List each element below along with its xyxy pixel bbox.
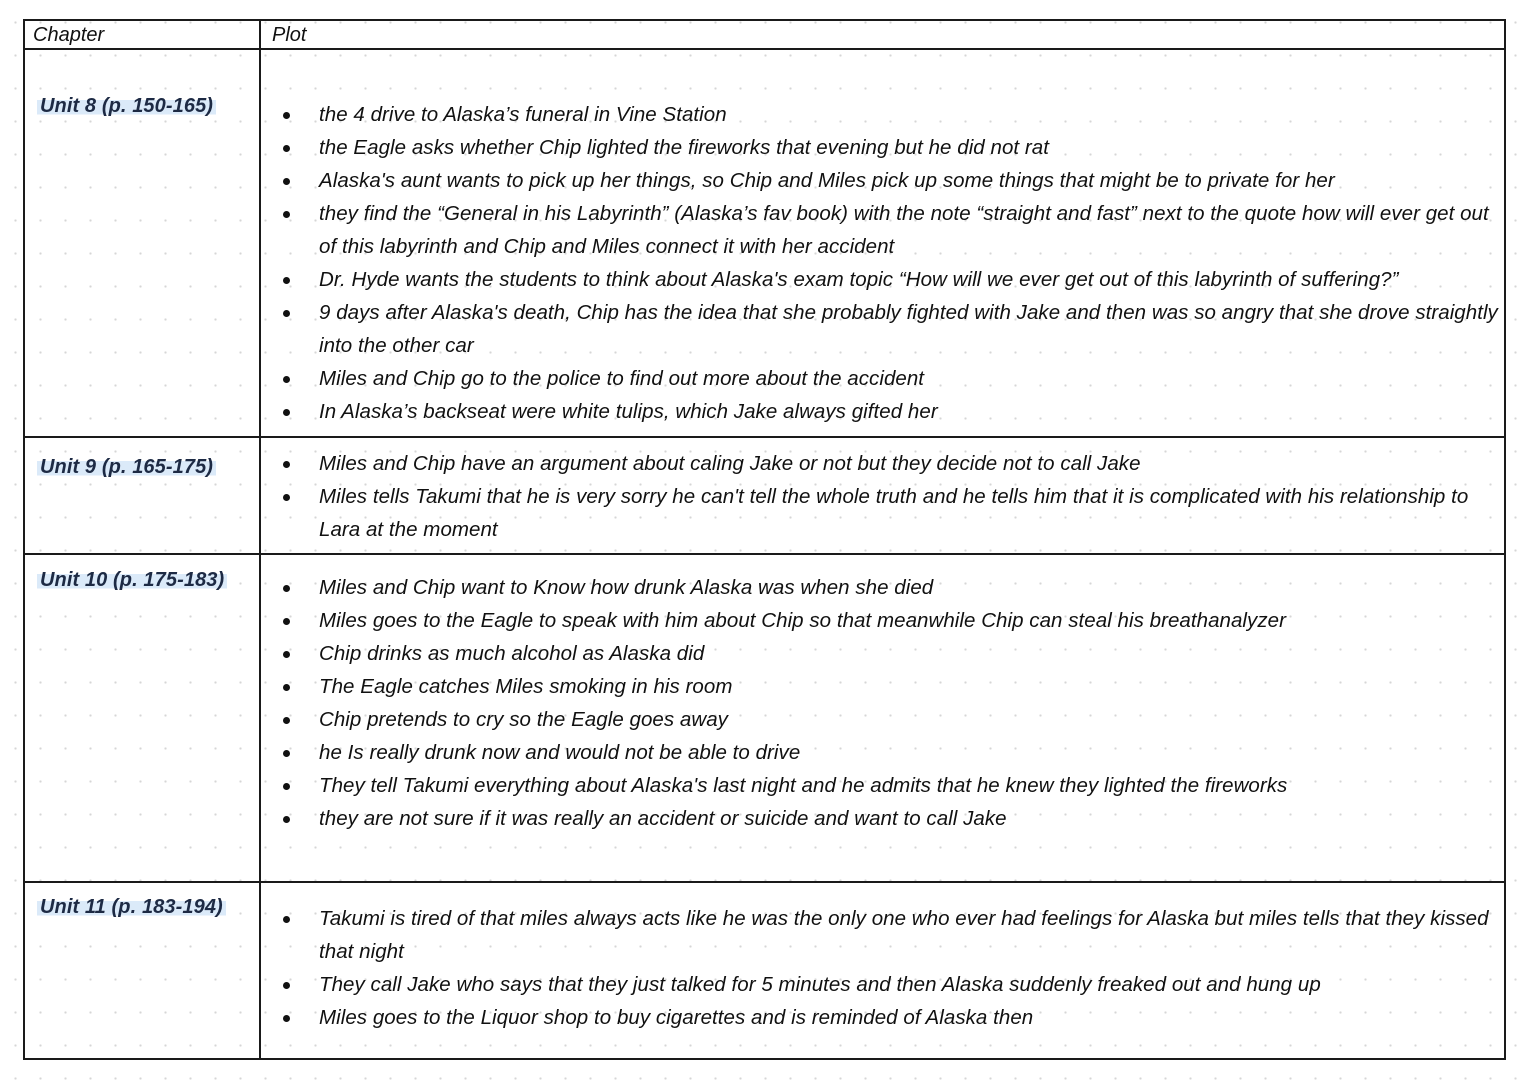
list-item-text: 9 days after Alaska's death, Chip has the idea that she probably fighted with Jake and then was so angry that she drove straightly into the other car xyxy=(319,301,1498,357)
plot-list xyxy=(261,571,1498,835)
bullet-icon xyxy=(283,131,291,164)
list-item-text: Miles goes to the Eagle to speak with him about Chip so that meanwhile Chip can steal his breathanalyzer xyxy=(319,609,1286,632)
plot-cell-unit-11 xyxy=(261,883,1504,1058)
bullet-icon xyxy=(283,362,291,395)
header-chapter: Chapter xyxy=(25,21,261,50)
list-item xyxy=(261,968,1498,1001)
plot-list xyxy=(261,902,1498,1034)
bullet-icon xyxy=(283,703,291,736)
plot-summary-table xyxy=(23,19,1506,1060)
list-item-text: Takumi is tired of that miles always acts like he was the only one who ever had feelings for Alaska but miles tells that they kissed that night xyxy=(319,907,1489,963)
bullet-icon xyxy=(283,604,291,637)
list-item xyxy=(261,703,1498,736)
list-item xyxy=(261,637,1498,670)
plot-cell-unit-9 xyxy=(261,438,1504,555)
list-item xyxy=(261,802,1498,835)
bullet-icon xyxy=(283,480,291,513)
bullet-icon xyxy=(283,968,291,1001)
list-item-text: The Eagle catches Miles smoking in his room xyxy=(319,675,733,698)
list-item-text: Dr. Hyde wants the students to think about Alaska's exam topic “How will we ever get out of this labyrinth of suffering?” xyxy=(319,268,1399,291)
chapter-label: Unit 9 (p. 165-175) xyxy=(37,456,216,479)
list-item xyxy=(261,902,1498,968)
list-item-text: Chip pretends to cry so the Eagle goes away xyxy=(319,708,728,731)
bullet-icon xyxy=(283,736,291,769)
bullet-icon xyxy=(283,571,291,604)
list-item xyxy=(261,480,1498,546)
plot-cell-unit-10 xyxy=(261,555,1504,883)
plot-list xyxy=(261,447,1498,546)
chapter-label: Unit 11 (p. 183-194) xyxy=(37,896,226,919)
list-item xyxy=(261,98,1498,131)
list-item xyxy=(261,197,1498,263)
list-item xyxy=(261,670,1498,703)
table-grid xyxy=(25,21,1504,1058)
bullet-icon xyxy=(283,395,291,428)
list-item xyxy=(261,1001,1498,1034)
bullet-icon xyxy=(283,98,291,131)
bullet-icon xyxy=(283,802,291,835)
bullet-icon xyxy=(283,296,291,329)
plot-cell-unit-8 xyxy=(261,50,1504,438)
list-item xyxy=(261,571,1498,604)
list-item-text: Miles and Chip go to the police to find out more about the accident xyxy=(319,367,925,390)
list-item xyxy=(261,131,1498,164)
list-item-text: they find the “General in his Labyrinth” (Alaska’s fav book) with the note “straight and fast” next to the quote how will ever get out of this labyrinth and Chip and Miles connect it with her accident xyxy=(319,202,1489,258)
chapter-label: Unit 8 (p. 150-165) xyxy=(37,95,216,118)
list-item xyxy=(261,395,1498,428)
list-item xyxy=(261,362,1498,395)
list-item-text: Miles goes to the Liquor shop to buy cigarettes and is reminded of Alaska then xyxy=(319,1006,1034,1029)
list-item-text: They call Jake who says that they just talked for 5 minutes and then Alaska suddenly freaked out and hung up xyxy=(319,973,1321,996)
list-item xyxy=(261,736,1498,769)
list-item-text: he Is really drunk now and would not be able to drive xyxy=(319,741,801,764)
bullet-icon xyxy=(283,197,291,230)
list-item xyxy=(261,604,1498,637)
bullet-icon xyxy=(283,769,291,802)
chapter-cell-unit-9 xyxy=(25,438,261,555)
list-item xyxy=(261,296,1498,362)
bullet-icon xyxy=(283,164,291,197)
chapter-cell-unit-8 xyxy=(25,50,261,438)
bullet-icon xyxy=(283,637,291,670)
list-item xyxy=(261,447,1498,480)
list-item-text: Miles and Chip have an argument about caling Jake or not but they decide not to call Jake xyxy=(319,452,1141,475)
bullet-icon xyxy=(283,670,291,703)
list-item xyxy=(261,263,1498,296)
list-item-text: the 4 drive to Alaska’s funeral in Vine Station xyxy=(319,103,727,126)
list-item-text: they are not sure if it was really an accident or suicide and want to call Jake xyxy=(319,807,1007,830)
list-item-text: Alaska's aunt wants to pick up her things, so Chip and Miles pick up some things that might be to private for her xyxy=(319,169,1335,192)
plot-list xyxy=(261,98,1498,428)
list-item-text: They tell Takumi everything about Alaska's last night and he admits that he knew they lighted the fireworks xyxy=(319,774,1288,797)
list-item xyxy=(261,769,1498,802)
header-plot: Plot xyxy=(261,21,1504,50)
chapter-cell-unit-10 xyxy=(25,555,261,883)
bullet-icon xyxy=(283,447,291,480)
list-item-text: Chip drinks as much alcohol as Alaska did xyxy=(319,642,705,665)
bullet-icon xyxy=(283,902,291,935)
bullet-icon xyxy=(283,263,291,296)
list-item-text: Miles and Chip want to Know how drunk Alaska was when she died xyxy=(319,576,934,599)
list-item xyxy=(261,164,1498,197)
chapter-label: Unit 10 (p. 175-183) xyxy=(37,569,227,592)
chapter-cell-unit-11 xyxy=(25,883,261,1058)
list-item-text: In Alaska’s backseat were white tulips, which Jake always gifted her xyxy=(319,400,938,423)
list-item-text: the Eagle asks whether Chip lighted the fireworks that evening but he did not rat xyxy=(319,136,1049,159)
list-item-text: Miles tells Takumi that he is very sorry he can't tell the whole truth and he tells him that it is complicated with his relationship to Lara at the moment xyxy=(319,485,1469,541)
bullet-icon xyxy=(283,1001,291,1034)
